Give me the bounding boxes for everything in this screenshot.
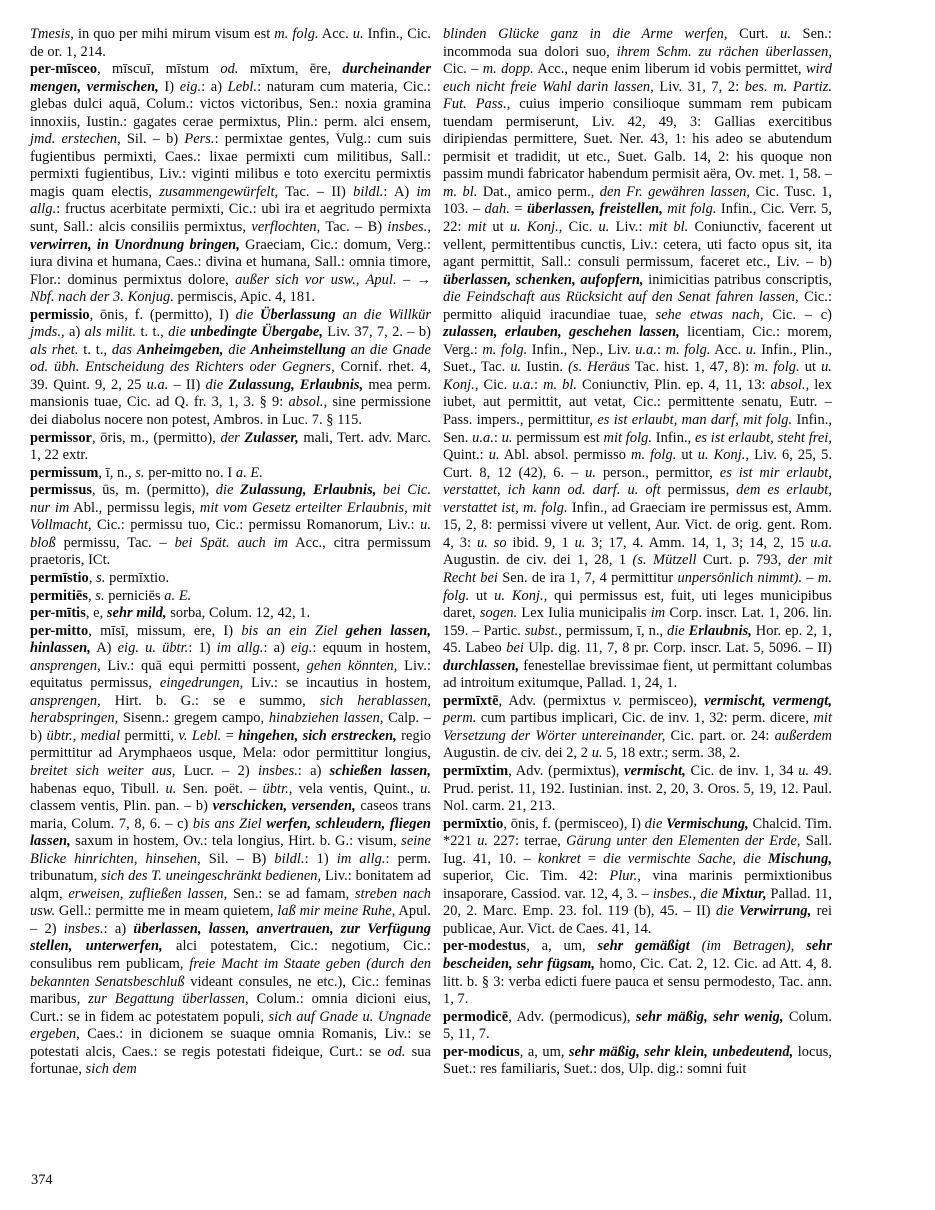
entry-permodice: permodicē, Adv. (permodicus), sehr mäßig, sehr wenig, Colum. 5, 11, 7. <box>443 1008 832 1043</box>
left-column <box>30 26 431 1079</box>
entry-per-modicus: per-modicus, a, um, sehr mäßig, sehr klein, unbedeutend, locus, Suet.: res familiaris, Suet.: dos, Ulp. dig.: somni fuit <box>443 1043 832 1078</box>
entry-tmesis-continuation: Tmesis, in quo per mihi mirum visum est m. folg. Acc. u. Infin., Cic. de or. 1, 214. <box>30 26 431 60</box>
entry-permities: permitiēs, s. perniciēs a. E. <box>30 587 192 604</box>
page-number: 374 <box>31 1172 53 1188</box>
entry-permissor: permissor, ōris, m., (permitto), der Zulasser, mali, Tert. adv. Marc. 1, 22 extr. <box>30 429 432 464</box>
entry-permissio: permissio, ōnis, f. (permitto), I) die Überlassung an die Willkür jmds., a) als milit. t. t., die unbedingte Übergabe, Liv. 37, 7, 2. – b) als rhet. t. t., das Anheimgeben, die Anheimstellung an die Gnade od. übh. Entscheidung des Richters oder Gegners, Cornif. rhet. 4, 39. Quint. 9, 2, 25 u.a. – II) die Zulassung, Erlaubnis, mea perm. mansionis tuae, Cic. ad Q. fr. 3, 1, 3. § 9: absol., sine permissione dei diabolus nocere non potest, Ambros. in Luc. 7. § 115. <box>30 306 431 429</box>
entry-permistio: permīstio, s. permīxtio. <box>30 569 170 586</box>
entry-permissus: permissus, ūs, m. (permitto), die Zulassung, Erlaubnis, bei Cic. nur im Abl., permissu legis, mit vom Gesetz erteilter Erlaubnis, mit Vollmacht, Cic.: permissu tuo, Cic.: permissu Romanorum, Liv.: u. bloß permissu, Tac. – bei Spät. auch im Acc., citra permissum praetoris, ICt. <box>30 482 431 569</box>
entry-permixte: permīxtē, Adv. (permixtus v. permisceo), vermischt, vermengt, perm. cum partibus implicari, Cic. de inv. 1, 32: perm. dicere, mit Versetzung der Wörter untereinander, Cic. part. or. 24: außerdem Augustin. de civ. dei 2, 2 u. 5, 18 extr.; serm. 38, 2. <box>443 692 832 762</box>
entry-permixtim: permīxtim, Adv. (permixtus), vermischt, Cic. de inv. 1, 34 u. 49. Prud. perist. 11, 192. Iustinian. inst. 2, 20, 3. Oros. 5, 19, 12. Paul. Nol. carm. 21, 213. <box>443 762 832 815</box>
right-column <box>443 26 832 1079</box>
entry-permissum: permissum, ī, n., s. per-mitto no. I a. E. <box>30 464 263 481</box>
entry-per-mitto: per-mitto, mīsī, missum, ere, I) bis an ein Ziel gehen lassen, hinlassen, A) eig. u. übtr.: 1) im allg.: a) eig.: equum in hostem, ansprengen, Liv.: quā equi permitti possent, gehen könnten, Liv.: equitatus permissus, eingedrungen, Liv.: se incautius in hostem, ansprengen, Hirt. b. G.: se e summo, sich herablassen, herabspringen, Sisenn.: gregem campo, hinabziehen lassen, Calp. – b) übtr., medial permitti, v. Lebl. = hingehen, sich erstrecken, regio permittitur ad Arymphaeos usque, Mela: odor permittitur longius, breitet sich weiter aus, Lucr. – 2) insbes.: a) schießen lassen, habenas equo, Tibull. u. Sen. poët. – übtr., vela ventis, Quint., u. classem ventis, Plin. pan. – b) verschicken, versenden, caseos trans maria, Colum. 7, 8, 6. – c) bis ans Ziel werfen, schleudern, fliegen lassen, saxum in hostem, Ov.: tela longius, Hirt. b. G.: visum, seine Blicke hinrichten, hinsehen, Sil. – B) bildl.: 1) im allg.: perm. tribunatum, sich des T. uneingeschränkt bedienen, Liv.: bonitatem ad alqm, erweisen, zufließen lassen, Sen.: se ad famam, streben nach usw. Gell.: permitte me in meam quietem, laß mir meine Ruhe, Apul. – 2) insbes.: a) überlassen, lassen, anvertrauen, zur Verfügung stellen, unterwerfen, alci potestatem, Cic.: negotium, Cic.: consulibus rem publicam, freie Macht im Staate geben (durch den bekannten Senatsbeschluß videant consules, ne etc.), Cic.: feminas maribus, zur Begattung überlassen, Colum.: omnia dicioni eius, Curt.: se in fidem ac potestatem populi, sich auf Gnade u. Ungnade ergeben, Caes.: in dicionem se suaque omnia Romanis, Liv.: se potestati alcis, Caes.: se regis potestati fideique, Curt.: se od. sua fortunae, sich dem <box>30 622 432 1078</box>
entry-per-modestus: per-modestus, a, um, sehr gemäßigt (im Betragen), sehr bescheiden, sehr fügsam, homo, Cic. Cat. 2, 12. Cic. ad Att. 4, 8. litt. b. § 3: verba edicti fuere pauca et sensu permodesto, Tac. ann. 1, 7. <box>443 938 833 1008</box>
entry-per-mitis: per-mītis, e, sehr mild, sorba, Colum. 12, 42, 1. <box>30 605 311 622</box>
entry-per-mitto-continuation: blinden Glücke ganz in die Arme werfen, Curt. u. Sen.: incommoda sua dolori suo, ihrem Schm. zu rächen überlassen, Cic. – m. dopp. Acc., neque enim liberum id vobis permittet, wird euch nicht freie Wahl darin lassen, Liv. 31, 7, 2: bes. m. Partiz. Fut. Pass., cuius imperio consilioque summam rem pubicam tuendam permiserunt, Liv. 42, 49, 3: Gallias exercitibus diripiendas permittere, Suet. Ner. 43, 1: his adeo se abutendum permisit et tradidit, ut etc., Suet. Galb. 14, 2: his quoque non passim mundi fabricator habendum permisit aëra, Ov. met. 1, 58. – m. bl. Dat., amico perm., den Fr. gewähren lassen, Cic. Tusc. 1, 103. – dah. = überlassen, freistellen, mit folg. Infin., Cic. Verr. 5, 22: mit ut u. Konj., Cic. u. Liv.: mit bl. Coniunctiv, facerent ut vellent, permittentibus cunctis, Liv.: cetera, uti facto opus sit, ita agant permittit, Sall.: consuli permissum, faceret etc., Liv. – b) überlassen, schenken, aufopfern, inimicitias patribus conscriptis, die Feindschaft aus Rücksicht auf den Senat fahren lassen, Cic.: permitto aliquid iracundiae tuae, sehe etwas nach, Cic. – c) zulassen, erlauben, geschehen lassen, licentiam, Cic.: morem, Verg.: m. folg. Infin., Nep., Liv. u.a.: m. folg. Acc. u. Infin., Plin., Suet., Tac. u. Iustin. (s. Heräus Tac. hist. 1, 47, 8): m. folg. ut u. Konj., Cic. u.a.: m. bl. Coniunctiv, Plin. ep. 4, 11, 13: absol., lex iubet, aut permittit, aut vetat, Cic.: permittente senatu, Eutr. – Pass. impers., permittitur, es ist erlaubt, man darf, mit folg. Infin., Sen. u.a.: u. permissum est mit folg. Infin., es ist erlaubt, steht frei, Quint.: u. Abl. absol. permisso m. folg. ut u. Konj., Liv. 6, 25, 5. Curt. 8, 12 (42), 6. – u. person., permittor, es ist mir erlaubt, verstattet, ich kann od. darf. u. oft permissus, dem es erlaubt, verstattet ist, m. folg. Infin., ad Graeciam ire permissus est, Amm. 15, 2, 8: permissi vivere ut vellent, Aur. Vict. de orig. gent. Rom. 4, 3: u. so ibid. 9, 1 u. 3; 17, 4. Amm. 14, 1, 3; 14, 2, 15 u.a. Augustin. de civ. dei 1, 28, 1 (s. Mützell Curt. p. 793, der mit Recht bei Sen. de ira 1, 7, 4 permittitur unpersönlich nimmt). – m. folg. ut u. Konj., qui permissus est, fuit, uti leges municipibus daret, sogen. Lex Iulia municipalis im Corp. inscr. Lat. 1, 206. lin. 159. – Partic. subst., permissum, ī, n., die Erlaubnis, Hor. ep. 2, 1, 45. Labeo bei Ulp. dig. 11, 7, 8 pr. Corp. inscr. Lat. 5, 5096. – II) durchlassen, fenestellae brevissimae fient, ut permittant columbas ad introitum exitumque, Pallad. 1, 24, 1. <box>443 26 833 692</box>
entry-permixtio: permīxtio, ōnis, f. (permisceo), I) die Vermischung, Chalcid. Tim. *221 u. 227: terrae, Gärung unter den Elementen der Erde, Sall. Iug. 41, 10. – konkret = die vermischte Sache, die Mischung, superior, Cic. Tim. 42: Plur., vina marinis permixtionibus insaporare, Cassiod. var. 12, 4, 3. – insbes., die Mixtur, Pallad. 11, 20, 2. Marc. Emp. 23. fol. 119 (b), 45. – II) die Verwirrung, rei publicae, Aur. Vict. de Caes. 41, 14. <box>443 815 833 937</box>
entry-per-misceo: per-mīsceo, mīscuī, mīstum od. mīxtum, ēre, durcheinander mengen, vermischen, I) eig.: a) Lebl.: naturam cum materia, Cic.: glebas dulci aquā, Colum.: victos victoribus, Sen.: noxia gramina innoxiis, Iustin.: gagates cerae permixtus, Plin.: perm. alci ensem, jmd. erstechen, Sil. – b) Pers.: permixtae gentes, Vulg.: cum suis fugientibus permixti, Caes.: lixae permixti cum militibus, Sall.: permixti fugientibus, Liv.: viginti milibus e toto exercitu permixtis magis quam electis, zusammengewürfelt, Tac. – II) bildl.: A) im allg.: fructus acerbitate permixti, Cic.: ubi ira et aegritudo permixta sunt, Sall.: alcis consiliis permixtus, verflochten, Tac. – B) insbes., verwirren, in Unordnung bringen, Graeciam, Cic.: domum, Verg.: iura divina et humana, Caes.: divina et humana, Sall.: omnia timore, Flor.: dominus permixtus dolore, außer sich vor usw., Apul. – → Nbf. nach der 3. Konjug. permiscis, Apic. 4, 181. <box>30 61 432 306</box>
